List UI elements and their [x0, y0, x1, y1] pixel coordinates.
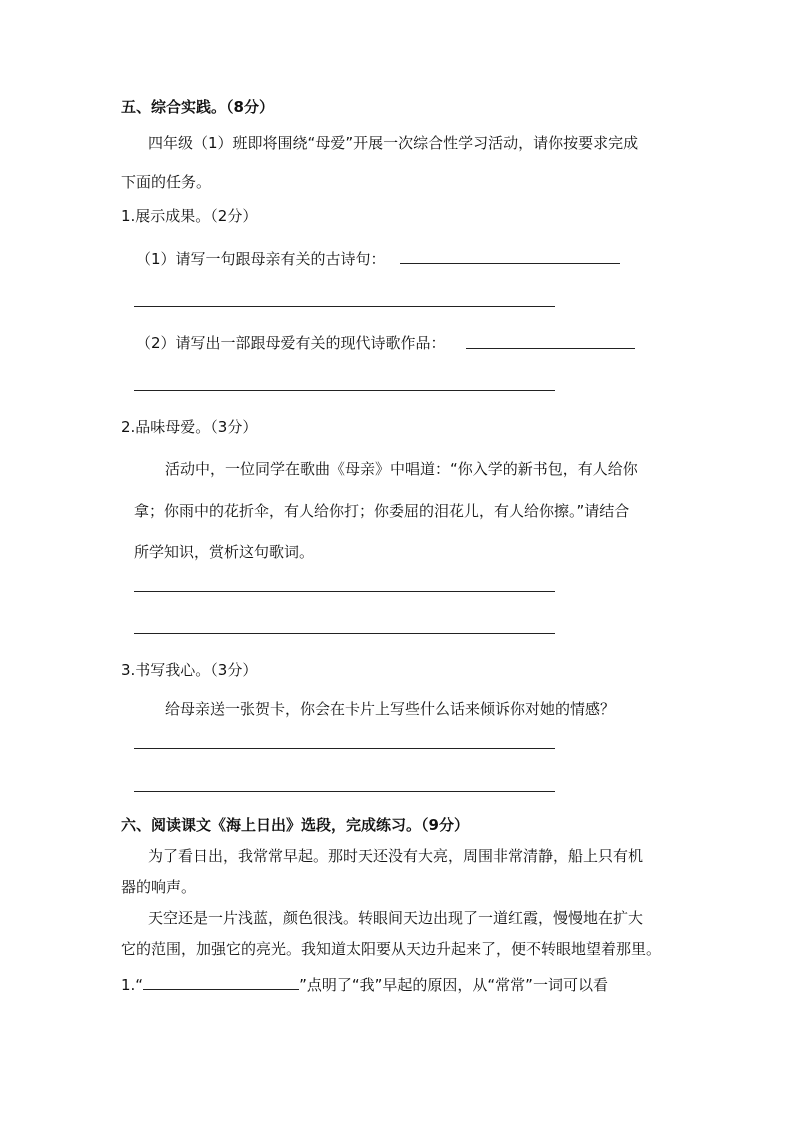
- section6-heading: 六、阅读课文《海上日出》选段，完成练习。（9分）: [121, 816, 469, 834]
- task3-answer-line-1[interactable]: [134, 748, 555, 749]
- task2-line1: 活动中，一位同学在歌曲《母亲》中唱道：“你入学的新书包，有人给你: [165, 460, 638, 478]
- task3-title: 3.书写我心。（3分）: [121, 661, 258, 679]
- section5-intro-line2: 下面的任务。: [121, 173, 212, 191]
- passage-para2-line1: 天空还是一片浅蓝，颜色很浅。转眼间天边出现了一道红霞，慢慢地在扩大: [148, 909, 644, 927]
- task3-prompt: 给母亲送一张贺卡，你会在卡片上写些什么话来倾诉你对她的情感？: [165, 700, 616, 718]
- section5-heading: 五、综合实践。（8分）: [121, 98, 274, 116]
- task2-answer-line-1[interactable]: [134, 591, 555, 592]
- task1-sub1-answer-line[interactable]: [134, 306, 555, 307]
- task2-line3: 所学知识，赏析这句歌词。: [134, 543, 315, 561]
- task3-answer-line-2[interactable]: [134, 791, 555, 792]
- passage-para1-line2: 器的响声。: [121, 878, 197, 896]
- section5-intro-line1: 四年级（1）班即将围绕“母爱”开展一次综合性学习活动，请你按要求完成: [148, 134, 639, 152]
- task1-sub2-answer-blank[interactable]: [466, 348, 635, 349]
- task2-answer-line-2[interactable]: [134, 633, 555, 634]
- question1-answer-blank[interactable]: [143, 975, 299, 990]
- task1-sub1-answer-blank[interactable]: [400, 263, 620, 264]
- section6-question1: [121, 975, 608, 995]
- task1-title: 1.展示成果。（2分）: [121, 207, 258, 225]
- passage-para2-line2: 它的范围，加强它的亮光。我知道太阳要从天边升起来了，便不转眼地望着那里。: [121, 940, 662, 958]
- task1-sub2: （2）请写出一部跟母爱有关的现代诗歌作品：: [136, 334, 446, 352]
- task2-title: 2.品味母爱。（3分）: [121, 418, 258, 436]
- question1-prefix: 1.“: [121, 976, 144, 994]
- passage-para1-line1: 为了看日出，我常常早起。那时天还没有大亮，周围非常清静，船上只有机: [148, 847, 644, 865]
- task1-sub1: （1）请写一句跟母亲有关的古诗句：: [136, 250, 386, 268]
- task2-line2: 拿；你雨中的花折伞，有人给你打；你委屈的泪花儿，有人给你擦。”请结合: [134, 502, 630, 520]
- question1-suffix: ”点明了“我”早起的原因，从“常常”一词可以看: [299, 976, 608, 994]
- task1-sub2-answer-line[interactable]: [134, 390, 555, 391]
